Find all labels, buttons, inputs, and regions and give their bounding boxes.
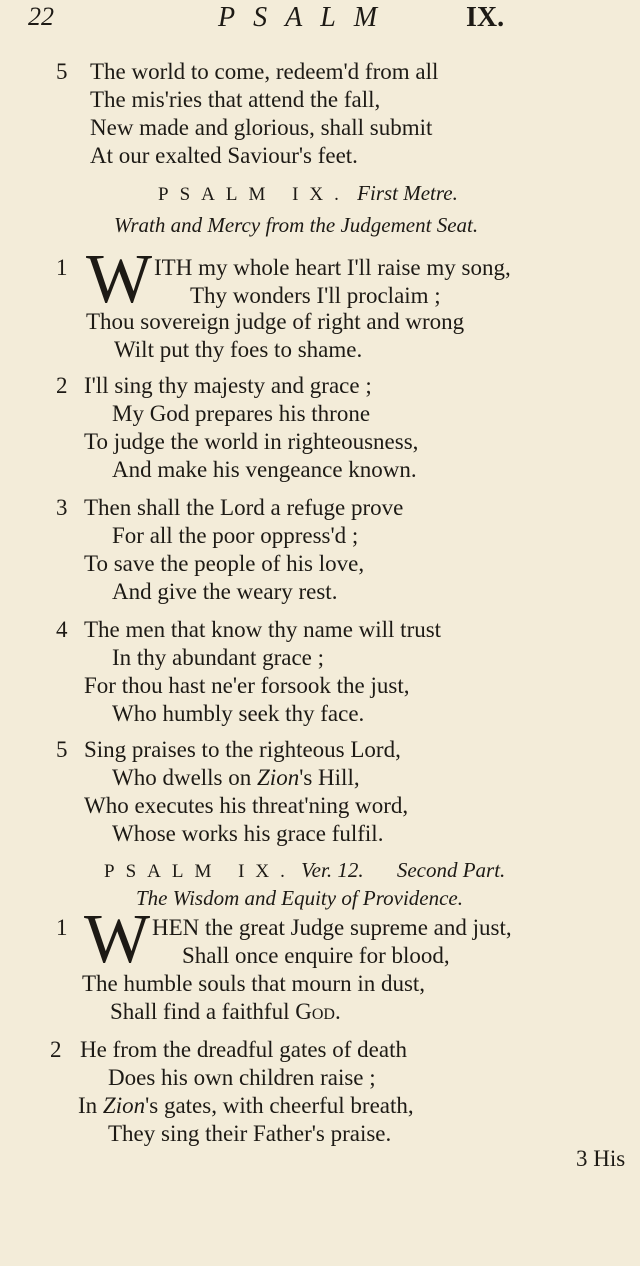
verse-number: 3	[56, 495, 68, 520]
verse-line: The mis'ries that attend the fall,	[90, 87, 381, 112]
verse-line: For all the poor oppress'd ;	[112, 523, 359, 548]
verse-line: For thou hast ne'er forsook the just,	[84, 673, 410, 698]
verse-number: 1	[56, 915, 68, 940]
verse-line: In Zion's gates, with cheerful breath,	[78, 1093, 414, 1118]
verse-line: The humble souls that mourn in dust,	[82, 971, 426, 996]
verse-line: To judge the world in righteousness,	[84, 429, 419, 454]
verse-line: Thy wonders I'll proclaim ;	[190, 283, 441, 308]
verse-line: Whose works his grace fulfil.	[112, 821, 384, 846]
verse-line: Sing praises to the righteous Lord,	[84, 737, 401, 762]
verse-line: In thy abundant grace ;	[112, 645, 325, 670]
psalm-subtitle: The Wisdom and Equity of Providence.	[136, 886, 463, 910]
verse-line: Shall find a faithful God.	[110, 999, 341, 1024]
verse-number: 5	[56, 737, 68, 762]
verse-number: 5	[56, 59, 68, 84]
verse-number: 1	[56, 255, 68, 280]
verse-line: Does his own children raise ;	[108, 1065, 376, 1090]
psalm-heading: PSALM IX. First Metre.	[158, 181, 458, 205]
verse-line: Who executes his threat'ning word,	[84, 793, 409, 818]
verse-line: At our exalted Saviour's feet.	[90, 143, 358, 168]
verse-line: They sing their Father's praise.	[108, 1121, 392, 1146]
running-title: PSALM	[218, 2, 396, 33]
page-header	[28, 2, 608, 36]
page-number: 22	[28, 2, 54, 31]
verse-line: And make his vengeance known.	[112, 457, 417, 482]
verse-line: I'll sing thy majesty and grace ;	[84, 373, 372, 398]
verse-line: Shall once enquire for blood,	[182, 943, 450, 968]
verse-line: HEN the great Judge supreme and just,	[152, 915, 512, 940]
verse-line: Who humbly seek thy face.	[112, 701, 365, 726]
divine-name: God.	[295, 999, 341, 1024]
verse-number: 2	[50, 1037, 62, 1062]
verse-line: Then shall the Lord a refuge prove	[84, 495, 404, 520]
verse-reference: Ver. 12.	[301, 858, 364, 882]
psalm-subtitle: Wrath and Mercy from the Judgement Seat.	[114, 213, 479, 237]
catchword: 3 His	[576, 1146, 626, 1171]
place-name: Zion	[102, 1093, 146, 1118]
verse-line: The men that know thy name will trust	[84, 617, 442, 642]
drop-cap: W	[86, 241, 153, 318]
verse-line: Thou sovereign judge of right and wrong	[86, 309, 465, 334]
verse-line: New made and glorious, shall submit	[90, 115, 433, 140]
part-label: Second Part.	[396, 858, 506, 882]
verse-number: 2	[56, 373, 68, 398]
verse-line: Who dwells on Zion's Hill,	[112, 765, 360, 790]
verse-line: He from the dreadful gates of death	[80, 1037, 407, 1062]
verse-line: The world to come, redeem'd from all	[90, 59, 439, 84]
verse-line: ITH my whole heart I'll raise my song,	[154, 255, 511, 280]
running-numeral: IX.	[466, 2, 505, 33]
place-name: Zion	[257, 765, 300, 790]
verse-line: To save the people of his love,	[84, 551, 365, 576]
drop-cap: W	[84, 901, 151, 978]
metre-label: First Metre.	[357, 181, 458, 205]
verse-line: And give the weary rest.	[112, 579, 338, 604]
verse-number: 4	[56, 617, 68, 642]
verse-line: Wilt put thy foes to shame.	[114, 337, 363, 362]
verse-line: My God prepares his throne	[112, 401, 371, 426]
psalm-heading: PSALM IX. Ver. 12. Second Part.	[104, 858, 506, 882]
